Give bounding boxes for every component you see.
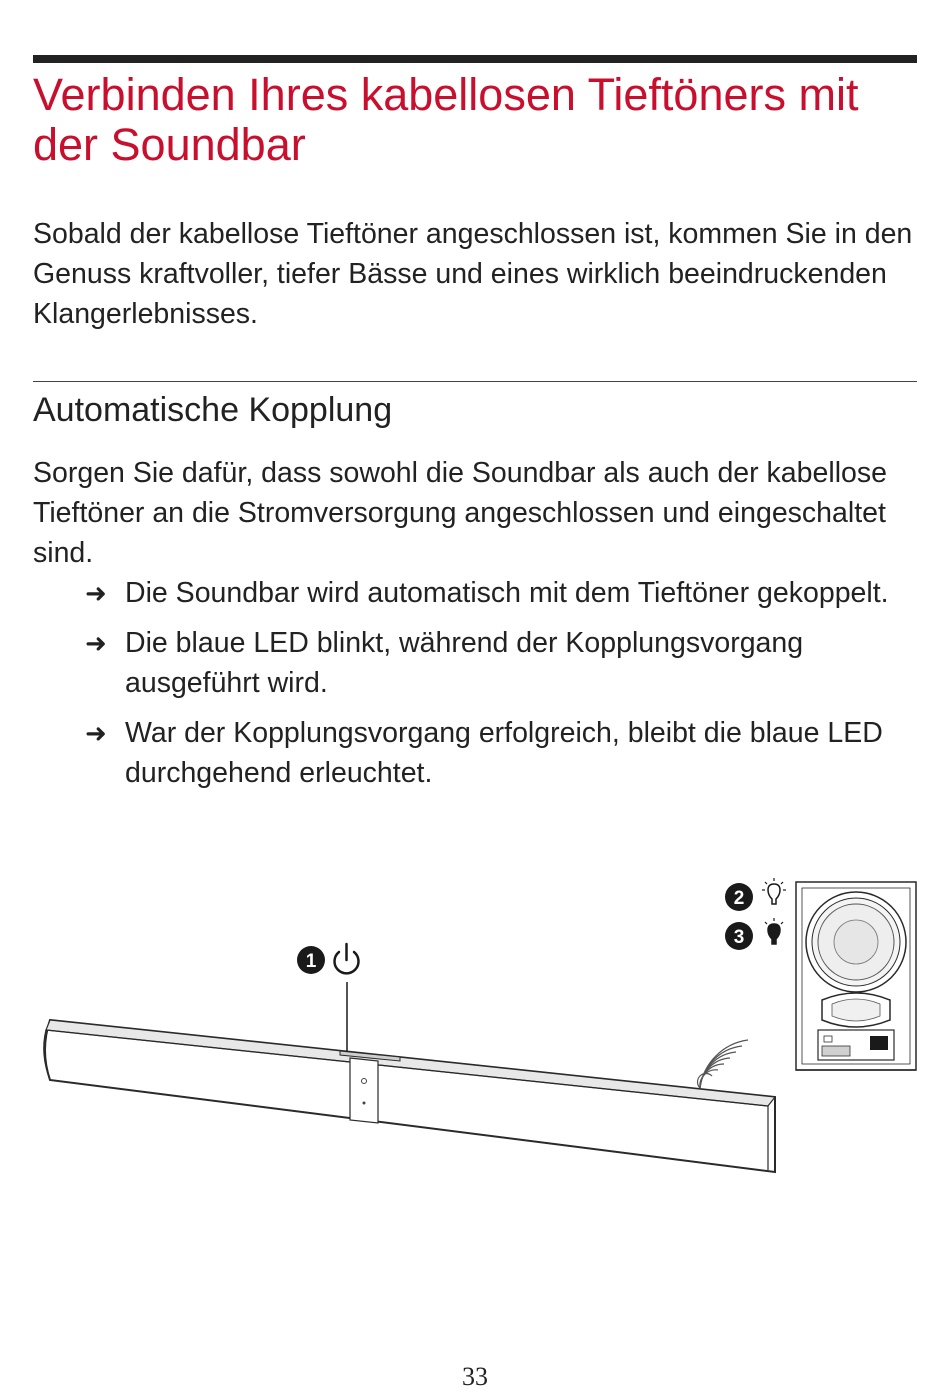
section-divider [33, 381, 917, 382]
callout-2-label: 2 [733, 888, 745, 909]
section-heading: Automatische Kopplung [33, 391, 393, 429]
callout-3 [725, 922, 753, 950]
soundbar-image [44, 1020, 775, 1172]
top-rule [33, 55, 917, 63]
intro-paragraph: Sobald der kabellose Tieftöner angeschlossen ist, kommen Sie in den Genuss kraftvoller, tiefer Bässe und eines wirklich beeindruckenden Klangerlebnisses. [33, 218, 913, 330]
result-list [85, 573, 925, 803]
led-blinking-icon [762, 878, 786, 904]
section-body: Sorgen Sie dafür, dass sowohl die Soundbar als auch der kabellose Tieftöner an die Stromversorgung angeschlossen und eingeschaltet sind. [33, 457, 887, 569]
subwoofer-image [796, 882, 916, 1070]
power-icon [335, 944, 359, 973]
result-text: Die blaue LED blinkt, während der Kopplungsvorgang ausgeführt wird. [125, 627, 804, 699]
wireless-signal-icon [698, 1040, 748, 1088]
page-number: 33 [462, 1362, 488, 1391]
arrow-icon: ➜ [85, 578, 107, 608]
result-item [85, 713, 925, 793]
callout-3-label: 3 [733, 927, 745, 948]
result-text: War der Kopplungsvorgang erfolgreich, bleibt die blaue LED durchgehend erleuchtet. [125, 717, 883, 789]
callout-1 [297, 946, 325, 974]
callout-2 [725, 883, 753, 911]
soundbar-subwoofer-illustration [0, 860, 950, 1200]
result-item [85, 623, 925, 703]
arrow-icon: ➜ [85, 718, 107, 748]
led-lit-icon [765, 918, 783, 944]
arrow-icon: ➜ [85, 628, 107, 658]
result-item [85, 573, 925, 613]
page-title: Verbinden Ihres kabellosen Tieftöners mit der Soundbar [33, 69, 859, 170]
callout-1-label: 1 [305, 951, 317, 972]
result-text: Die Soundbar wird automatisch mit dem Tieftöner gekoppelt. [125, 577, 889, 609]
